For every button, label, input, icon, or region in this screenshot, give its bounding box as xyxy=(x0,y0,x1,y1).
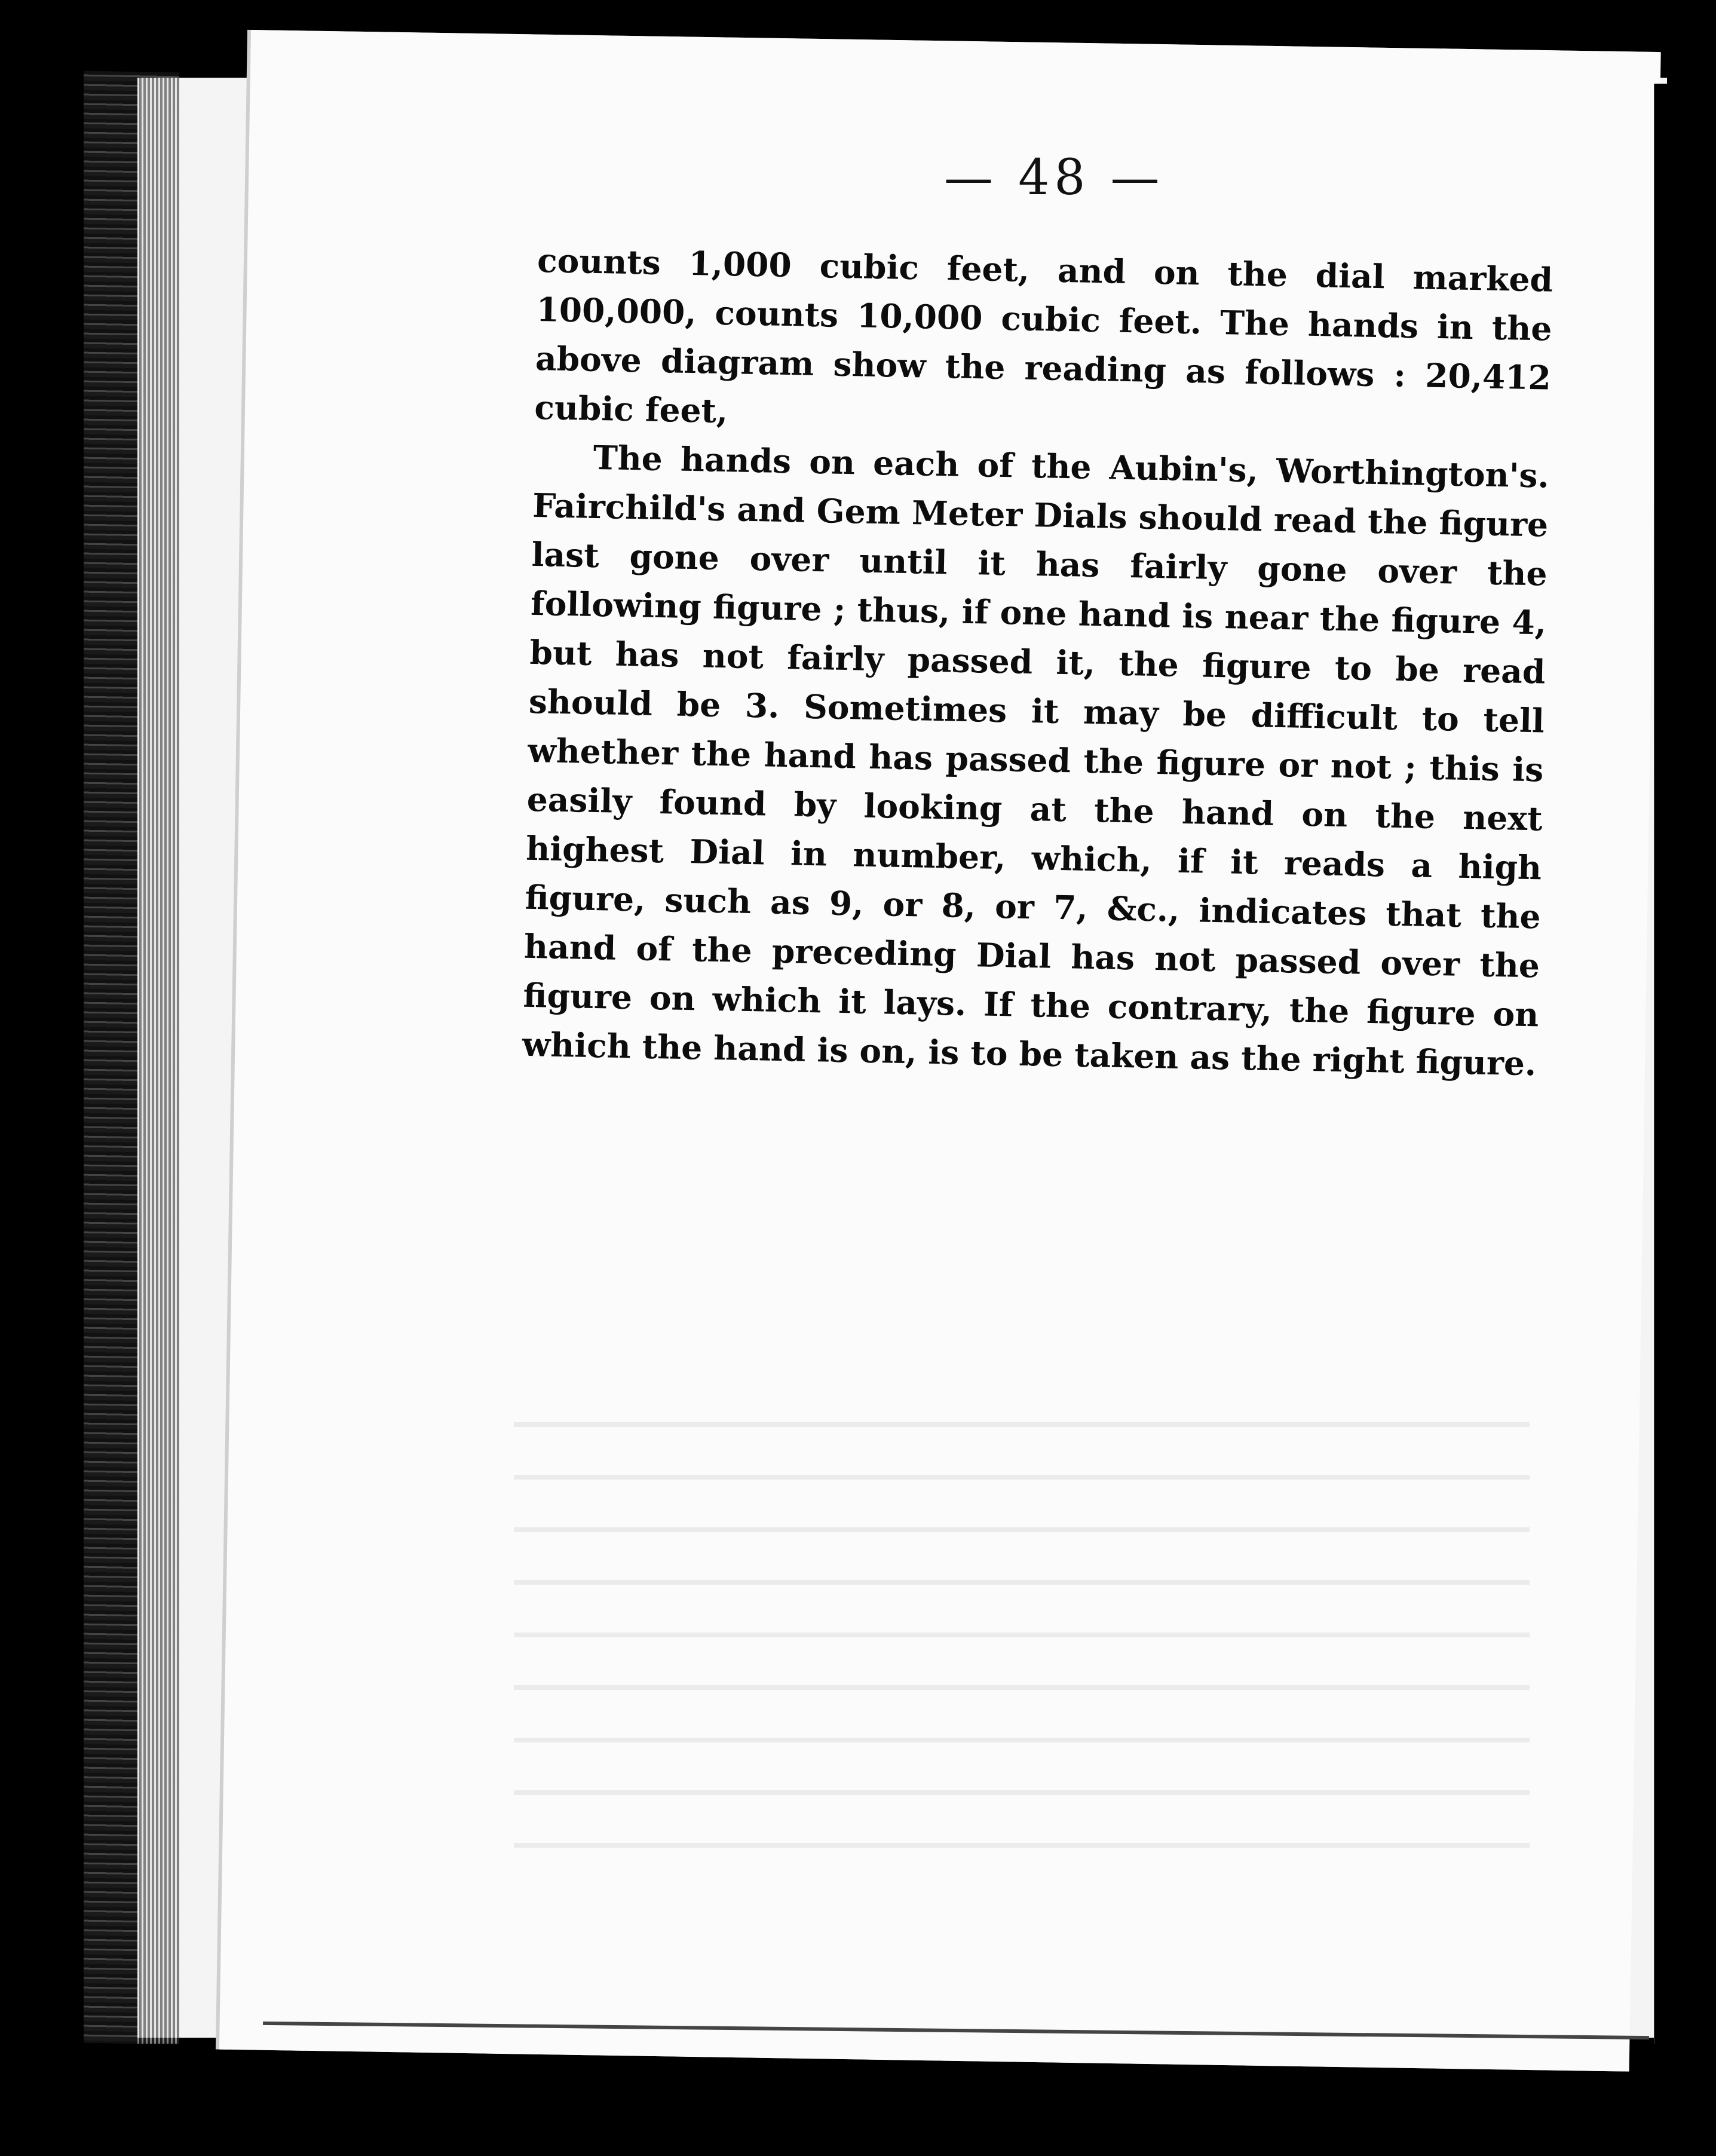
right-margin-dark xyxy=(1655,84,1716,2056)
paragraph-2: The hands on each of the Aubin's, Worthington's. Fairchild's and Gem Meter Dials should read the figure last gone over until it has fairly gone over the following figure ; thus, if one hand is near the figure 4, but has not fairly passed it, the figure to be read should be 3. Sometimes it may be difficult to tell whether the hand has passed the figure or not ; this is easily found by looking at the hand on the next highest Dial in number, which, if it reads a high figure, such as 9, or 8, or 7, &c., indicates that the hand of the preceding Dial has not passed over the figure on which it lays. If the contrary, the figure on which the hand is on, is to be taken as the right figure. xyxy=(522,437,1550,1083)
page-number: — 48 — xyxy=(944,149,1165,206)
paragraph-1: counts 1,000 cubic feet, and on the dial marked 100,000, counts 10,000 cubic feet. The hands in the above diagram show the reading as follows : 20,412 cubic feet, xyxy=(534,240,1553,431)
body-text xyxy=(522,236,1553,1088)
verso-show-through xyxy=(514,1392,1530,1858)
page-edges xyxy=(137,78,179,2044)
